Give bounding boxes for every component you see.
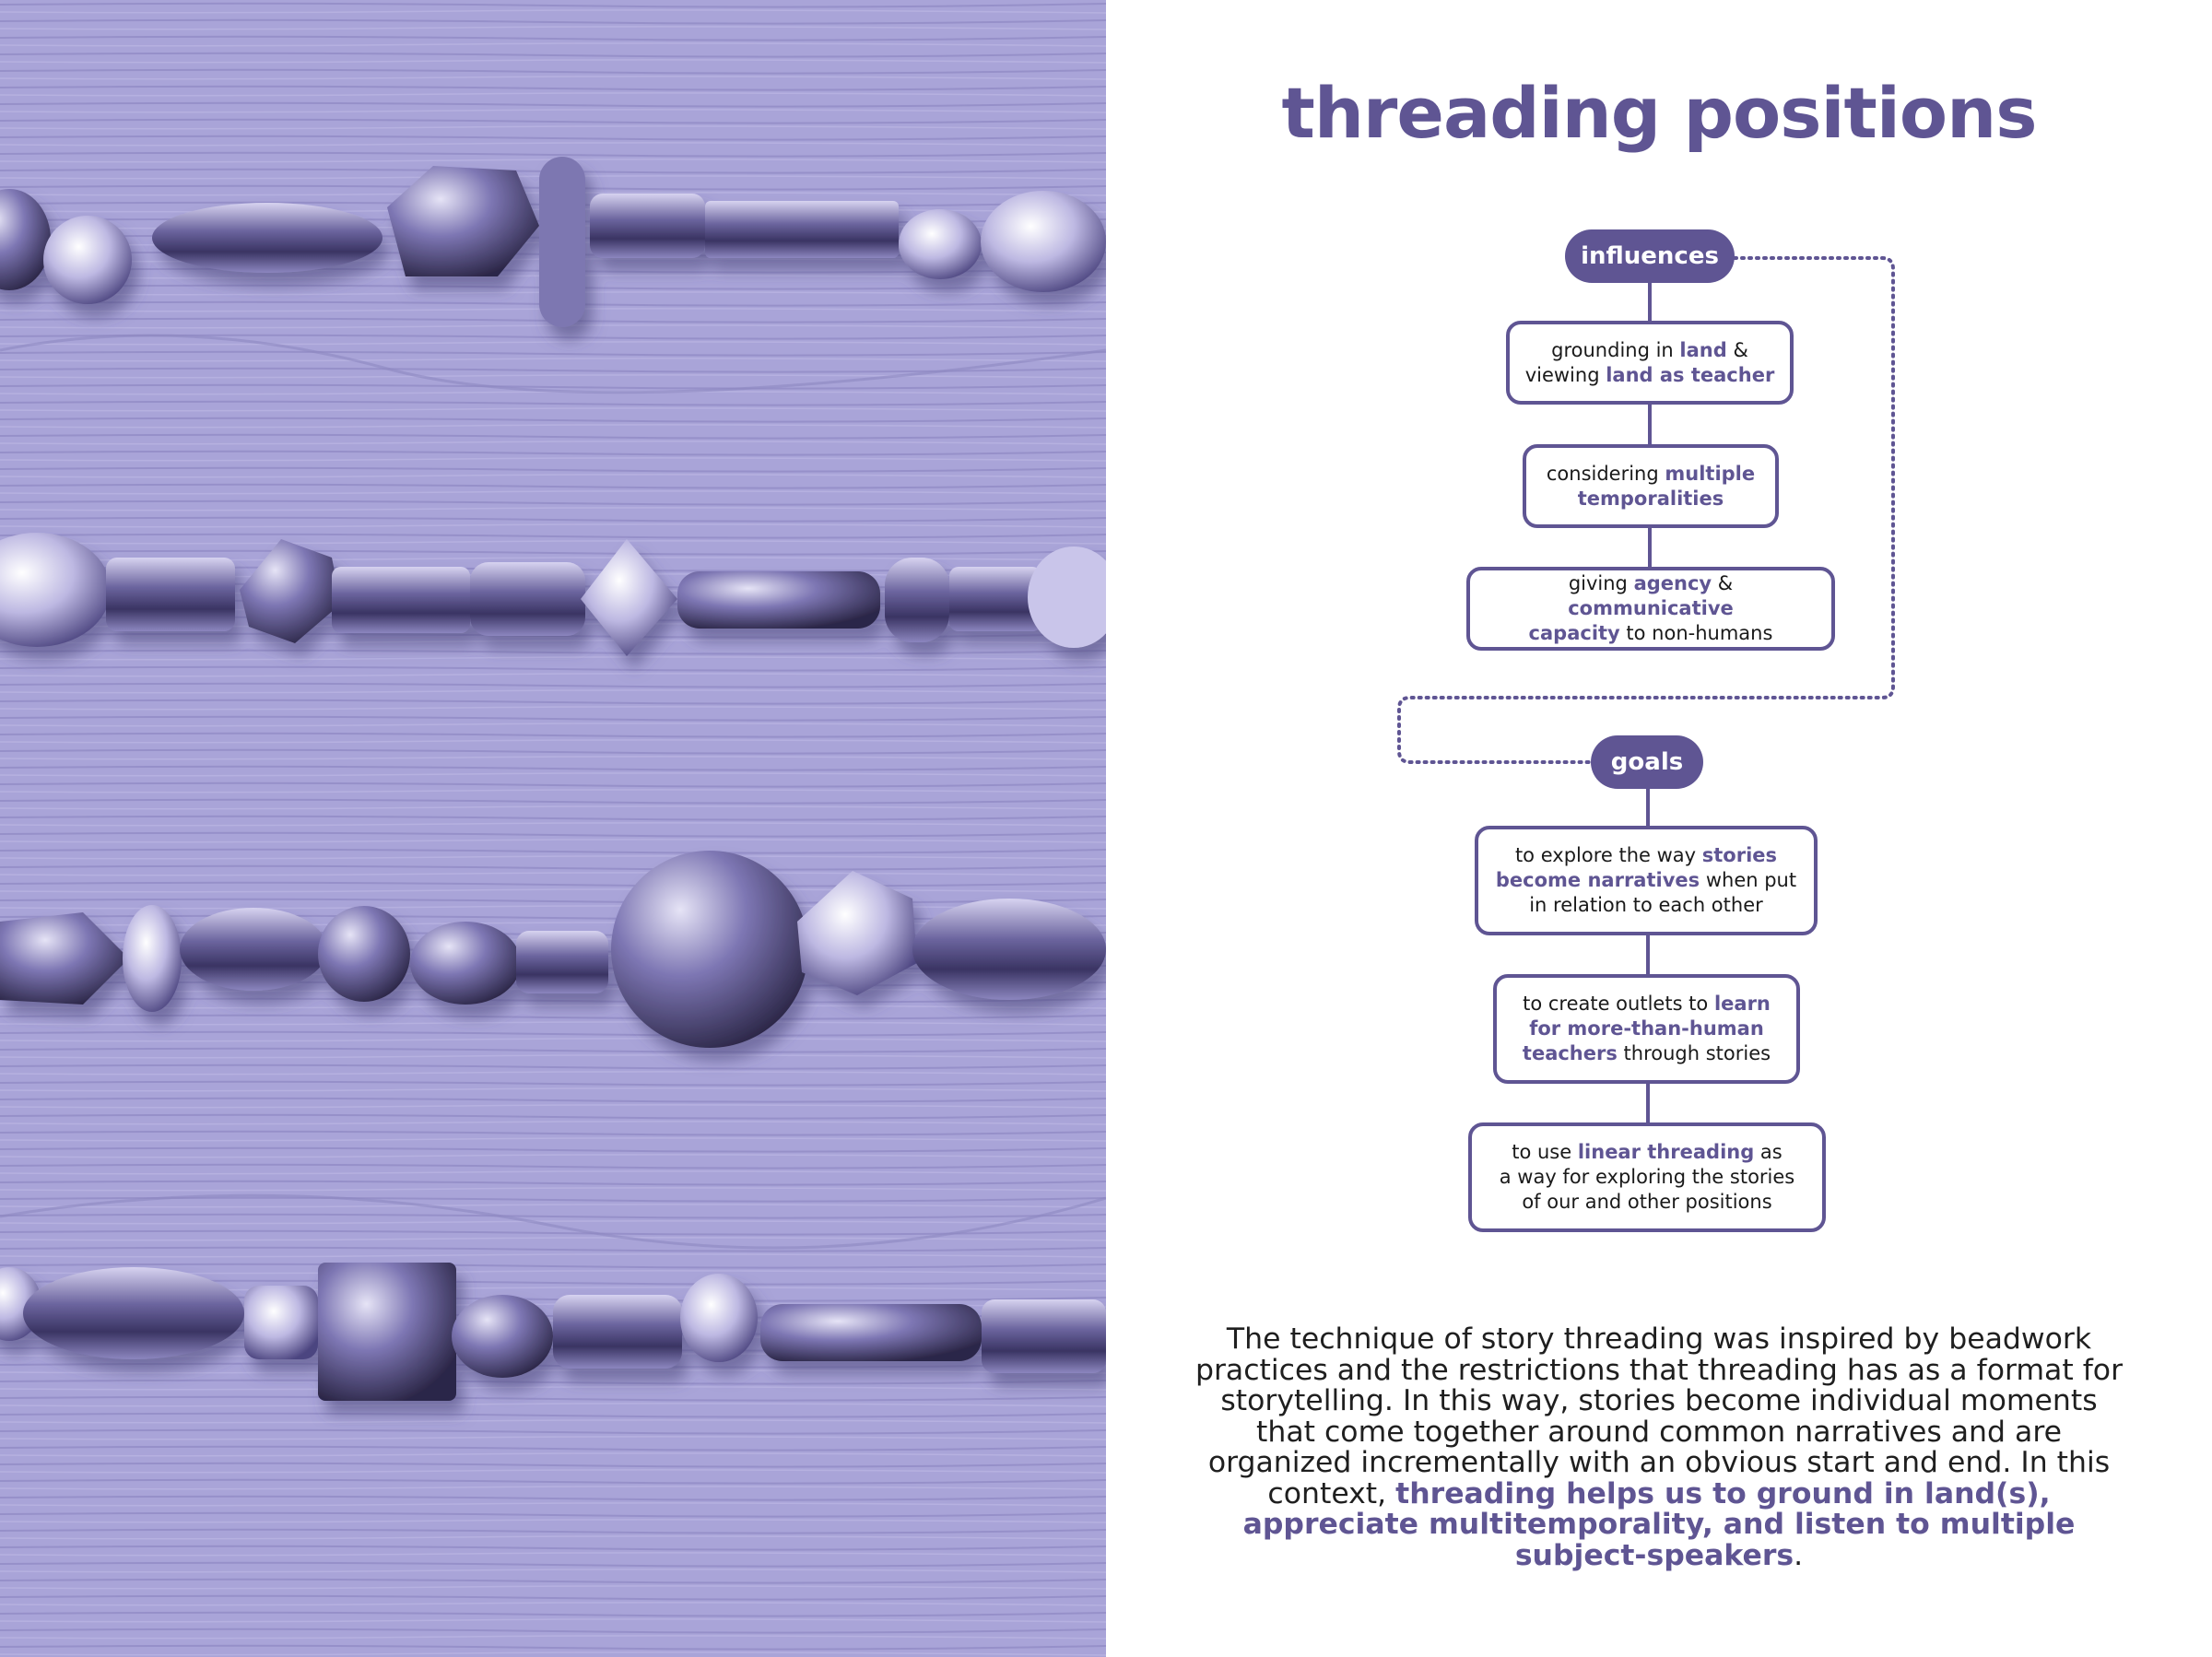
plain-text: & — [1726, 338, 1748, 361]
highlight-text: stories — [1701, 844, 1778, 866]
plain-text: through stories — [1617, 1042, 1771, 1064]
highlight-text: land as teacher — [1606, 363, 1775, 386]
influence-box — [1506, 321, 1794, 405]
highlight-text: multiple — [1665, 462, 1756, 485]
box-line — [1523, 1041, 1771, 1066]
box-line — [1500, 1190, 1795, 1215]
box-line — [1523, 1017, 1771, 1041]
box-line — [1496, 868, 1796, 893]
box-line — [1483, 621, 1818, 646]
plain-text: grounding in — [1551, 338, 1680, 361]
box-text — [1500, 1140, 1795, 1215]
plain-text: in relation to each other — [1529, 894, 1763, 916]
connector-1-2 — [1648, 401, 1652, 447]
influence-box — [1523, 444, 1779, 528]
right-panel — [1106, 0, 2212, 1657]
highlight-text: learn — [1713, 993, 1771, 1015]
box-line — [1496, 893, 1796, 918]
plain-text: to use — [1512, 1141, 1578, 1163]
box-text — [1496, 843, 1796, 918]
box-text — [1525, 338, 1775, 388]
influence-box — [1466, 567, 1835, 651]
paragraph-text: The technique of story threading was inspired by beadwork practices and the restrictions that threading has as a format for storytelling. In this way, stories become individual moments that come together around common narratives and are organized incrementally with an obvious start and end. In this context, — [1194, 1322, 2124, 1510]
highlight-text: teachers — [1522, 1042, 1618, 1064]
goal-box — [1493, 974, 1800, 1084]
plain-text: a way for exploring the stories — [1499, 1166, 1795, 1188]
plain-text: considering — [1546, 462, 1665, 485]
plain-text: of our and other positions — [1522, 1191, 1772, 1213]
plain-text: giving — [1568, 572, 1634, 594]
box-text — [1523, 992, 1771, 1066]
highlight-text: temporalities — [1577, 487, 1724, 510]
box-line — [1547, 487, 1755, 511]
paragraph-highlight: threading helps us to ground in land(s), appreciate multitemporality, and listen to multiple subject-speakers — [1242, 1476, 2076, 1572]
plain-text: to explore the way — [1514, 844, 1702, 866]
highlight-text: agency — [1633, 572, 1712, 594]
box-line — [1523, 992, 1771, 1017]
highlight-text: communicative — [1568, 597, 1734, 619]
page-title: threading positions — [1281, 72, 2037, 154]
plain-text: to create outlets to — [1523, 993, 1714, 1015]
plain-text: when put — [1700, 869, 1797, 891]
connector-4-5 — [1646, 933, 1650, 979]
box-line — [1525, 363, 1775, 388]
highlight-text: for more-than-human — [1529, 1017, 1764, 1040]
box-line — [1547, 462, 1755, 487]
box-text — [1547, 462, 1755, 511]
plain-text: to non-humans — [1619, 622, 1773, 644]
box-line — [1525, 338, 1775, 363]
connector-2-3 — [1648, 525, 1652, 571]
plain-text: as — [1754, 1141, 1783, 1163]
box-line — [1500, 1165, 1795, 1190]
description-paragraph — [1187, 1324, 2131, 1571]
highlight-text: become narratives — [1495, 869, 1700, 891]
paragraph-end: . — [1794, 1538, 1804, 1572]
box-line — [1483, 571, 1818, 621]
box-text — [1483, 571, 1818, 646]
connector-5-6 — [1646, 1080, 1650, 1126]
highlight-text: capacity — [1528, 622, 1620, 644]
goal-box — [1475, 826, 1818, 935]
influences-label: influences — [1565, 229, 1735, 283]
box-line — [1500, 1140, 1795, 1165]
plain-text: viewing — [1524, 363, 1606, 386]
goal-box — [1468, 1122, 1826, 1232]
box-line — [1496, 843, 1796, 868]
highlight-text: land — [1679, 338, 1727, 361]
plain-text: & — [1712, 572, 1734, 594]
goals-label: goals — [1591, 735, 1703, 789]
highlight-text: linear threading — [1577, 1141, 1755, 1163]
connector-goals — [1646, 788, 1650, 829]
